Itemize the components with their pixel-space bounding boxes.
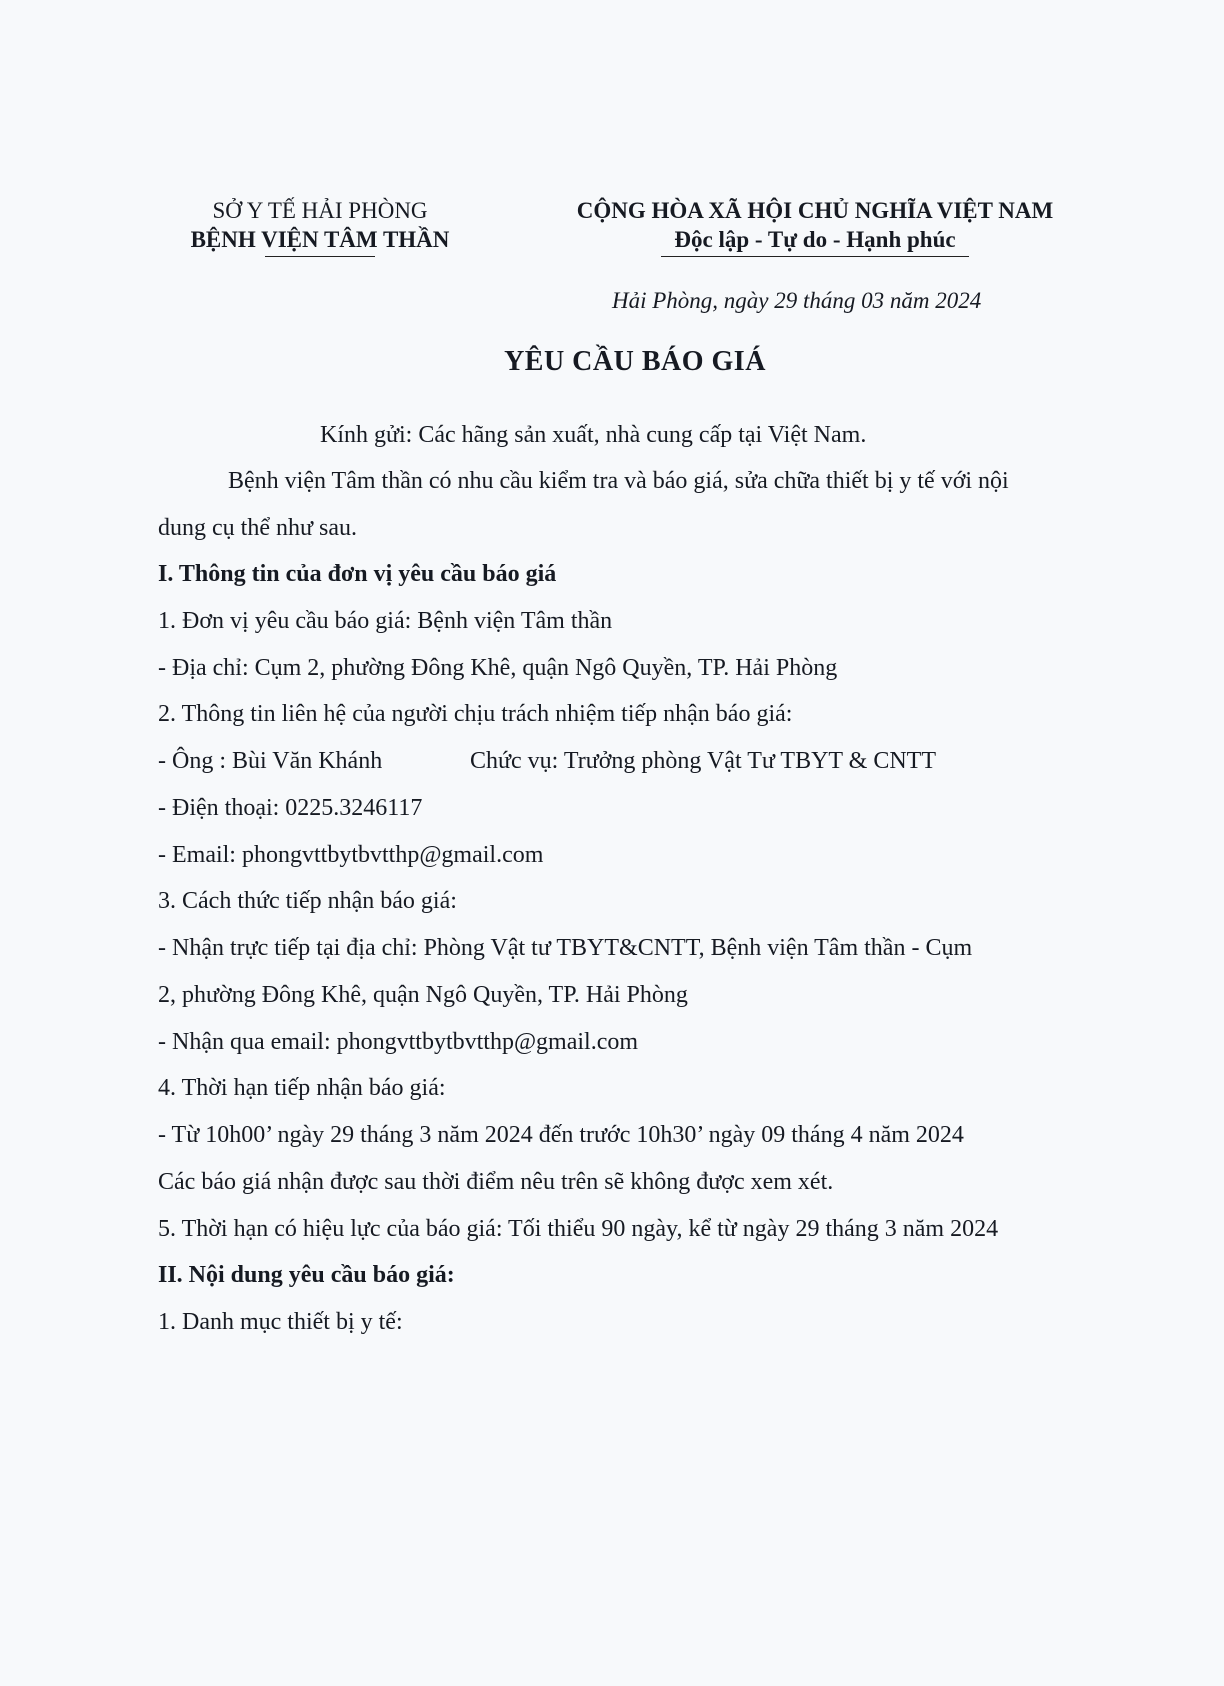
equipment-list-heading: 1. Danh mục thiết bị y tế: bbox=[158, 1309, 403, 1335]
organization-name: BỆNH VIỆN TÂM THẦN bbox=[190, 227, 450, 252]
unit-address: - Địa chỉ: Cụm 2, phường Đông Khê, quận Ngô Quyền, TP. Hải Phòng bbox=[158, 655, 838, 681]
org-underline bbox=[265, 256, 375, 257]
section-2-heading: II. Nội dung yêu cầu báo giá: bbox=[158, 1262, 455, 1288]
late-submission-note: Các báo giá nhận được sau thời điểm nêu trên sẽ không được xem xét. bbox=[158, 1169, 834, 1195]
document-title: YÊU CẦU BÁO GIÁ bbox=[504, 346, 766, 377]
greeting-line: Kính gửi: Các hãng sản xuất, nhà cung cấp tại Việt Nam. bbox=[320, 422, 867, 448]
deadline-heading: 4. Thời hạn tiếp nhận báo giá: bbox=[158, 1075, 446, 1101]
intro-paragraph-line-1: Bệnh viện Tâm thần có nhu cầu kiểm tra và báo giá, sửa chữa thiết bị y tế với nội bbox=[228, 468, 1009, 494]
submission-method-heading: 3. Cách thức tiếp nhận báo giá: bbox=[158, 888, 457, 914]
contact-info-heading: 2. Thông tin liên hệ của người chịu trách nhiệm tiếp nhận báo giá: bbox=[158, 701, 793, 727]
intro-paragraph-line-2: dung cụ thể như sau. bbox=[158, 515, 357, 541]
contact-phone: - Điện thoại: 0225.3246117 bbox=[158, 795, 423, 821]
contact-person: - Ông : Bùi Văn Khánh bbox=[158, 748, 383, 774]
motto-underline bbox=[661, 256, 969, 257]
national-heading bbox=[555, 196, 1075, 257]
validity-period: 5. Thời hạn có hiệu lực của báo giá: Tối thiểu 90 ngày, kể từ ngày 29 tháng 3 năm 2024 bbox=[158, 1216, 999, 1242]
national-motto: Độc lập - Tự do - Hạnh phúc bbox=[674, 227, 956, 252]
direct-submission-line-2: 2, phường Đông Khê, quận Ngô Quyền, TP. Hải Phòng bbox=[158, 982, 688, 1008]
contact-email: - Email: phongvttbytbvtthp@gmail.com bbox=[158, 842, 544, 868]
section-1-heading: I. Thông tin của đơn vị yêu cầu báo giá bbox=[158, 561, 557, 587]
direct-submission-line-1: - Nhận trực tiếp tại địa chỉ: Phòng Vật tư TBYT&CNTT, Bệnh viện Tâm thần - Cụm bbox=[158, 935, 973, 961]
issuing-organization bbox=[150, 196, 490, 257]
country-name: CỘNG HÒA XÃ HỘI CHỦ NGHĨA VIỆT NAM bbox=[576, 198, 1054, 223]
email-submission: - Nhận qua email: phongvttbytbvtthp@gmail.com bbox=[158, 1029, 639, 1055]
place-date-line: Hải Phòng, ngày 29 tháng 03 năm 2024 bbox=[612, 288, 982, 313]
requesting-unit: 1. Đơn vị yêu cầu báo giá: Bệnh viện Tâm thần bbox=[158, 608, 613, 634]
contact-position: Chức vụ: Trưởng phòng Vật Tư TBYT & CNTT bbox=[470, 748, 936, 774]
deadline-period: - Từ 10h00’ ngày 29 tháng 3 năm 2024 đến trước 10h30’ ngày 09 tháng 4 năm 2024 bbox=[158, 1122, 964, 1148]
parent-organization: SỞ Y TẾ HẢI PHÒNG bbox=[212, 198, 428, 223]
